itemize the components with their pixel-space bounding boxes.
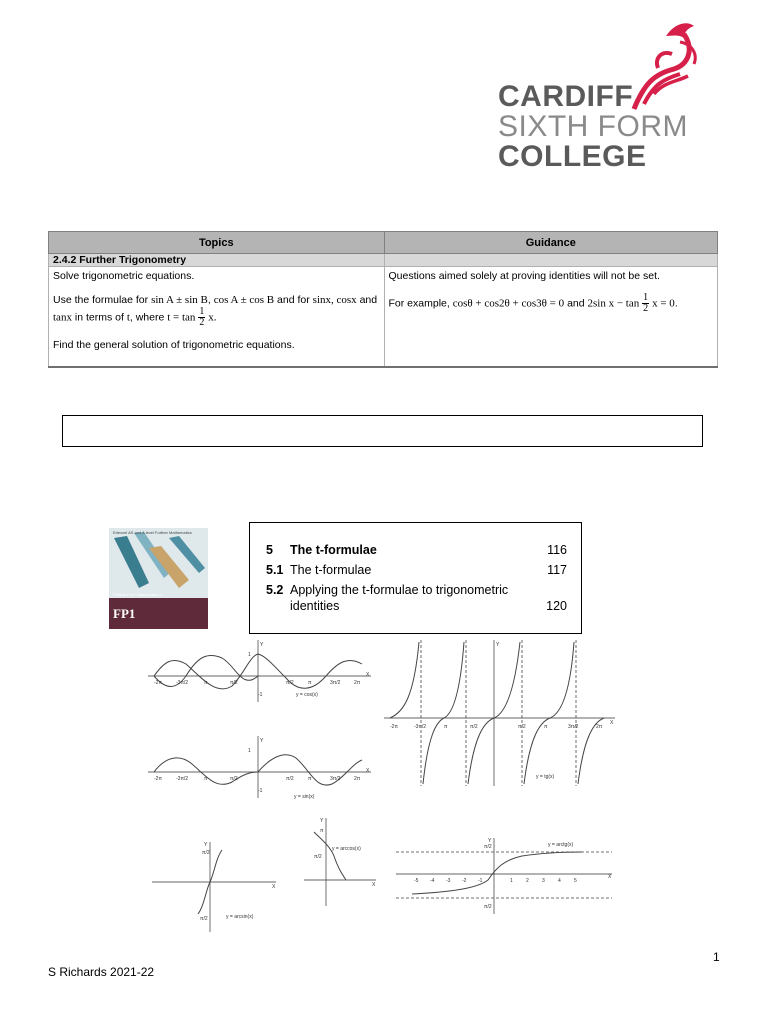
svg-text:5: 5 <box>574 878 577 884</box>
header-topics: Topics <box>49 232 385 254</box>
svg-text:π: π <box>320 828 324 834</box>
svg-text:X: X <box>610 720 614 726</box>
svg-text:π/2: π/2 <box>314 854 322 860</box>
svg-text:X: X <box>366 768 370 774</box>
page-number: 1 <box>713 950 720 964</box>
svg-text:-3π/2: -3π/2 <box>176 680 189 686</box>
svg-text:X: X <box>372 882 376 888</box>
arctan-label: y = arctg(x) <box>548 842 574 848</box>
svg-text:4: 4 <box>558 878 561 884</box>
arcsin-graph <box>148 838 282 934</box>
cover-title: FP1 <box>113 606 136 621</box>
svg-text:-3π/2: -3π/2 <box>176 776 189 782</box>
contents-row: identities 120 <box>290 599 567 613</box>
svg-text:3: 3 <box>542 878 545 884</box>
contents-box <box>249 522 582 634</box>
cover-publisher: Edexcel AS and A level Further Mathematics <box>113 530 192 535</box>
svg-text:π: π <box>308 680 312 686</box>
cos-label: y = cos(x) <box>296 692 318 698</box>
svg-text:-2π: -2π <box>154 776 162 782</box>
svg-text:-2: -2 <box>462 878 467 884</box>
arcsin-label: y = arcsin(x) <box>226 914 254 920</box>
svg-text:-1: -1 <box>478 878 483 884</box>
cover-art-icon <box>109 528 208 598</box>
specification-table <box>48 231 718 368</box>
svg-text:π: π <box>204 776 208 782</box>
tan-graph <box>380 636 620 788</box>
header-guidance: Guidance <box>384 232 717 254</box>
college-logo <box>494 14 704 173</box>
guidance-2: For example, cosθ + cos2θ + cos3θ = 0 and 2sin x − tan $\frac{1}{2}$ x = 0. <box>388 292 678 314</box>
section-title: 2.4.2 Further Trigonometry <box>49 254 385 267</box>
svg-text:π: π <box>544 724 548 730</box>
section-title-blank <box>384 254 717 267</box>
svg-text:π/2: π/2 <box>286 680 294 686</box>
svg-text:π/2: π/2 <box>230 680 238 686</box>
svg-text:π/2: π/2 <box>484 904 492 910</box>
svg-text:-2π: -2π <box>390 724 398 730</box>
svg-text:π: π <box>204 680 208 686</box>
sin-graph <box>146 734 376 800</box>
svg-text:π: π <box>444 724 448 730</box>
svg-text:π/2: π/2 <box>518 724 526 730</box>
svg-text:-5: -5 <box>414 878 419 884</box>
svg-text:π/2: π/2 <box>484 844 492 850</box>
fraction-half: $\frac{1}{2}$ <box>199 306 205 328</box>
logo-line-3: COLLEGE <box>498 140 647 173</box>
topic-2: Use the formulae for sin A ± sin B, cos A ± cos B and for sinx, cosx and tanx in terms of t, where t = tan $\frac{1}{2}$ x. <box>53 294 378 328</box>
svg-text:3π/2: 3π/2 <box>330 776 341 782</box>
svg-text:1: 1 <box>248 748 251 754</box>
svg-text:-1: -1 <box>258 788 263 794</box>
svg-text:2: 2 <box>526 878 529 884</box>
svg-text:2π: 2π <box>354 680 361 686</box>
contents-row: 5.2 Applying the t-formulae to trigonometric <box>266 583 509 597</box>
guidance-1: Questions aimed solely at proving identities will not be set. <box>388 270 660 282</box>
svg-text:-2π: -2π <box>154 680 162 686</box>
svg-text:3π/2: 3π/2 <box>330 680 341 686</box>
cos-graph <box>146 638 376 704</box>
topic-3: Find the general solution of trigonometric equations. <box>53 339 295 351</box>
arccos-label: y = arccos(x) <box>332 846 361 852</box>
contents-row: 5 The t-formulae 116 <box>266 543 567 557</box>
logo-line-1: CARDIFF <box>498 80 634 113</box>
fraction-half-2: $\frac{1}{2}$ <box>643 292 649 314</box>
svg-text:Y: Y <box>204 842 208 848</box>
tan-label: y = tg(x) <box>536 774 555 780</box>
svg-text:1: 1 <box>510 878 513 884</box>
svg-text:X: X <box>608 874 612 880</box>
logo-line-2: SIXTH FORM <box>498 110 688 143</box>
guidance-cell <box>384 267 717 367</box>
svg-text:X: X <box>272 884 276 890</box>
svg-text:Y: Y <box>488 838 492 844</box>
svg-text:π/2: π/2 <box>286 776 294 782</box>
empty-text-box <box>62 415 703 447</box>
svg-text:Y: Y <box>496 642 500 648</box>
arctan-graph <box>392 836 618 916</box>
svg-text:π: π <box>308 776 312 782</box>
svg-text:Y: Y <box>260 738 264 744</box>
svg-text:-4: -4 <box>430 878 435 884</box>
topics-cell <box>49 267 385 367</box>
svg-text:π/2: π/2 <box>202 850 210 856</box>
svg-text:π/2: π/2 <box>200 916 208 922</box>
svg-text:Y: Y <box>320 818 324 824</box>
sin-label: y = sin(x) <box>294 794 315 800</box>
svg-text:2π: 2π <box>354 776 361 782</box>
svg-text:-3: -3 <box>446 878 451 884</box>
svg-text:-1: -1 <box>258 692 263 698</box>
svg-text:X: X <box>366 672 370 678</box>
svg-text:-3π/2: -3π/2 <box>414 724 427 730</box>
svg-text:3π/2: 3π/2 <box>568 724 579 730</box>
svg-text:2π: 2π <box>596 724 603 730</box>
footer-author: S Richards 2021-22 <box>48 965 155 979</box>
contents-row: 5.1 The t-formulae 117 <box>266 563 567 577</box>
topic-1: Solve trigonometric equations. <box>53 270 195 282</box>
svg-text:π/2: π/2 <box>470 724 478 730</box>
svg-text:1: 1 <box>248 652 251 658</box>
textbook-cover <box>109 528 208 629</box>
svg-text:Y: Y <box>260 642 264 648</box>
arccos-graph <box>300 816 380 908</box>
svg-text:π/2: π/2 <box>230 776 238 782</box>
cover-series: Further Pure Mathematics 1 <box>113 592 163 597</box>
